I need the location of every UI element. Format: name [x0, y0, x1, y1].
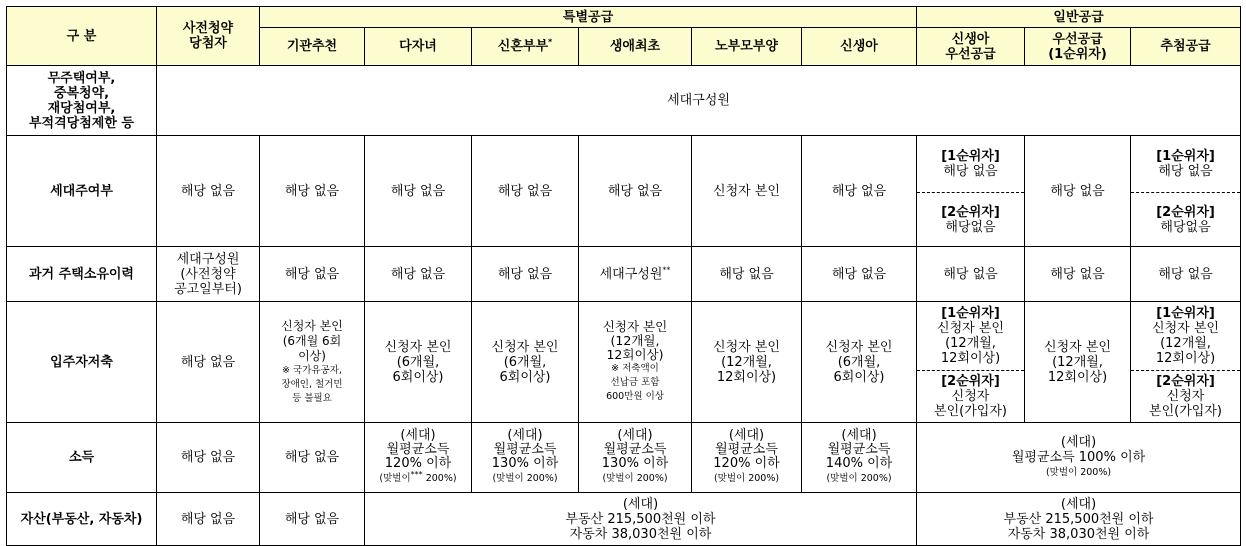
row-label-income: 소득	[7, 423, 157, 493]
savings-institution-main: 신청자 본인 (6개월 6회 이상)	[281, 318, 343, 363]
income-note-mark: ***	[410, 469, 423, 479]
savings-gen-priority	[1025, 302, 1131, 423]
savings-multi-child	[365, 302, 472, 423]
assets-special-text: (세대) 부동산 215,500천원 이하 자동차 38,030천원 이하	[565, 496, 716, 542]
income-elderly-main: (세대) 월평균소득 120% 이하	[713, 428, 780, 471]
householder-gen-lottery	[1131, 136, 1241, 247]
rank1-value: 해당 없음	[943, 164, 998, 179]
savings-gen-newborn	[917, 302, 1025, 423]
assets-institution: 해당 없음	[260, 493, 365, 546]
rank1-label: [1순위자]	[1156, 149, 1215, 164]
ownership-gen-priority: 해당 없음	[1025, 247, 1131, 302]
income-note-text2: 200%)	[422, 473, 457, 484]
householder-newborn: 해당 없음	[802, 136, 917, 247]
rank1-value: 해당 없음	[1158, 164, 1213, 179]
rank2-label: [2순위자]	[941, 374, 1000, 389]
savings-first-time-note: ※ 저축액이 선납금 포함 600만원 이상	[606, 363, 664, 402]
header-newlywed-text: 신혼부부	[497, 39, 549, 54]
header-gen-priority	[1025, 28, 1131, 66]
row-label-householder: 세대주여부	[7, 136, 157, 247]
householder-first-time: 해당 없음	[579, 136, 692, 247]
income-newborn-main: (세대) 월평균소득 140% 이하	[825, 428, 893, 471]
savings-gen-newborn-rank2	[917, 371, 1024, 422]
savings-institution-note: ※ 국가유공자, 장애인, 철거민 등 불필요	[281, 364, 343, 404]
assets-general	[917, 493, 1241, 546]
savings-gen-newborn-rank1	[917, 302, 1024, 371]
savings-newlywed-text: 신청자 본인 (6개월, 6회이상)	[491, 339, 559, 385]
assets-general-text: (세대) 부동산 215,500천원 이하 자동차 38,030천원 이하	[1003, 496, 1154, 542]
rank1-value: 신청자 본인 (12개월, 12회이상)	[1152, 321, 1219, 366]
rank1-label: [1순위자]	[941, 306, 1000, 321]
header-multi-child: 다자녀	[365, 28, 472, 66]
ownership-first-time-mark: **	[662, 265, 671, 275]
row-label-savings: 입주자저축	[7, 302, 157, 423]
income-newlywed-main: (세대) 월평균소득 130% 이하	[491, 428, 559, 471]
header-special-supply: 특별공급	[260, 7, 917, 28]
header-newlywed-mark: *	[548, 37, 553, 47]
savings-first-time	[579, 302, 692, 423]
ownership-gen-lottery: 해당 없음	[1131, 247, 1241, 302]
householder-gen-newborn-rank2	[917, 193, 1024, 246]
ownership-first-time-text: 세대구성원	[599, 266, 663, 282]
header-newborn: 신생아	[802, 28, 917, 66]
income-elderly-note: (맞벌이 200%)	[713, 473, 780, 484]
eligibility-value: 세대구성원	[157, 66, 1241, 136]
ownership-first-time	[579, 247, 692, 302]
row-label-ownership: 과거 주택소유이력	[7, 247, 157, 302]
savings-institution	[260, 302, 365, 423]
income-first-time	[579, 423, 692, 493]
ownership-gen-newborn: 해당 없음	[917, 247, 1025, 302]
savings-pre: 해당 없음	[157, 302, 260, 423]
row-label-assets: 자산(부동산, 자동차)	[7, 493, 157, 546]
income-first-time-note: (맞벌이 200%)	[602, 473, 668, 484]
header-first-time: 생애최초	[579, 28, 692, 66]
eligibility-table-wrapper	[6, 6, 1241, 546]
ownership-pre	[157, 247, 260, 302]
rank2-value: 해당없음	[1160, 219, 1211, 235]
householder-institution: 해당 없음	[260, 136, 365, 247]
income-note-text: (맞벌이	[379, 473, 411, 484]
assets-special	[365, 493, 917, 546]
income-newlywed-note: (맞벌이 200%)	[492, 473, 558, 484]
savings-gen-lottery	[1131, 302, 1241, 423]
income-newborn	[802, 423, 917, 493]
ownership-multi-child: 해당 없음	[365, 247, 472, 302]
eligibility-table	[6, 6, 1241, 546]
rank1-label: [1순위자]	[941, 149, 1000, 164]
header-general-supply: 일반공급	[917, 7, 1241, 28]
ownership-institution: 해당 없음	[260, 247, 365, 302]
savings-multi-child-text: 신청자 본인 (6개월, 6회이상)	[384, 339, 452, 385]
row-label-eligibility	[7, 66, 157, 136]
householder-gen-newborn	[917, 136, 1025, 247]
savings-gen-lottery-rank1	[1131, 302, 1240, 371]
income-general-main: (세대) 월평균소득 100% 이하	[1011, 435, 1146, 465]
rank1-value: 신청자 본인 (12개월, 12회이상)	[937, 321, 1004, 366]
householder-multi-child: 해당 없음	[365, 136, 472, 247]
rank2-value: 해당없음	[945, 219, 996, 235]
rank2-label: [2순위자]	[941, 204, 1000, 220]
header-elderly-parent: 노부모부양	[692, 28, 802, 66]
savings-gen-priority-text: 신청자 본인 (12개월, 12회이상)	[1044, 339, 1111, 385]
ownership-newborn: 해당 없음	[802, 247, 917, 302]
savings-first-time-main: 신청자 본인 (12개월, 12회이상)	[602, 319, 668, 362]
rank2-label: [2순위자]	[1156, 204, 1215, 220]
header-newlywed	[472, 28, 579, 66]
rank1-label: [1순위자]	[1156, 306, 1215, 321]
ownership-elderly: 해당 없음	[692, 247, 802, 302]
householder-newlywed: 해당 없음	[472, 136, 579, 247]
savings-newborn	[802, 302, 917, 423]
savings-elderly-text: 신청자 본인 (12개월, 12회이상)	[713, 339, 780, 385]
header-gen-lottery: 추첨공급	[1131, 28, 1241, 66]
rank2-value: 신청자 본인(가입자)	[934, 389, 1007, 419]
savings-newlywed	[472, 302, 579, 423]
income-multi-child-main: (세대) 월평균소득 120% 이하	[384, 428, 452, 471]
householder-elderly: 신청자 본인	[692, 136, 802, 247]
ownership-pre-text: 세대구성원 (사전청약 공고일부터)	[174, 251, 242, 297]
income-elderly	[692, 423, 802, 493]
header-pre-winner-text: 사전청약 당첨자	[182, 21, 234, 51]
income-general-note: (맞벌이 200%)	[1045, 467, 1112, 478]
header-gen-newborn	[917, 28, 1025, 66]
ownership-newlywed: 해당 없음	[472, 247, 579, 302]
income-multi-child	[365, 423, 472, 493]
header-gubun: 구 분	[7, 7, 157, 66]
income-pre: 해당 없음	[157, 423, 260, 493]
savings-gen-lottery-rank2	[1131, 371, 1240, 422]
householder-gen-lottery-rank1	[1131, 136, 1240, 193]
row-label-eligibility-text: 무주택여부, 중복청약, 재당첨여부, 부적격당첨제한 등	[29, 70, 134, 131]
savings-newborn-text: 신청자 본인 (6개월, 6회이상)	[825, 339, 893, 385]
householder-gen-priority: 해당 없음	[1025, 136, 1131, 247]
income-multi-child-note	[367, 471, 469, 486]
rank2-value: 신청자 본인(가입자)	[1149, 389, 1222, 419]
savings-elderly	[692, 302, 802, 423]
assets-pre: 해당 없음	[157, 493, 260, 546]
income-general	[917, 423, 1241, 493]
header-institution: 기관추천	[260, 28, 365, 66]
header-pre-winner	[157, 7, 260, 66]
householder-gen-lottery-rank2	[1131, 193, 1240, 246]
header-gen-newborn-text: 신생아 우선공급	[945, 31, 996, 62]
householder-pre: 해당 없음	[157, 136, 260, 247]
income-first-time-main: (세대) 월평균소득 130% 이하	[601, 428, 669, 471]
income-newlywed	[472, 423, 579, 493]
header-gen-priority-text: 우선공급 (1순위자)	[1048, 31, 1107, 62]
income-newborn-note: (맞벌이 200%)	[826, 473, 892, 484]
householder-gen-newborn-rank1	[917, 136, 1024, 193]
income-institution: 해당 없음	[260, 423, 365, 493]
rank2-label: [2순위자]	[1156, 374, 1215, 389]
